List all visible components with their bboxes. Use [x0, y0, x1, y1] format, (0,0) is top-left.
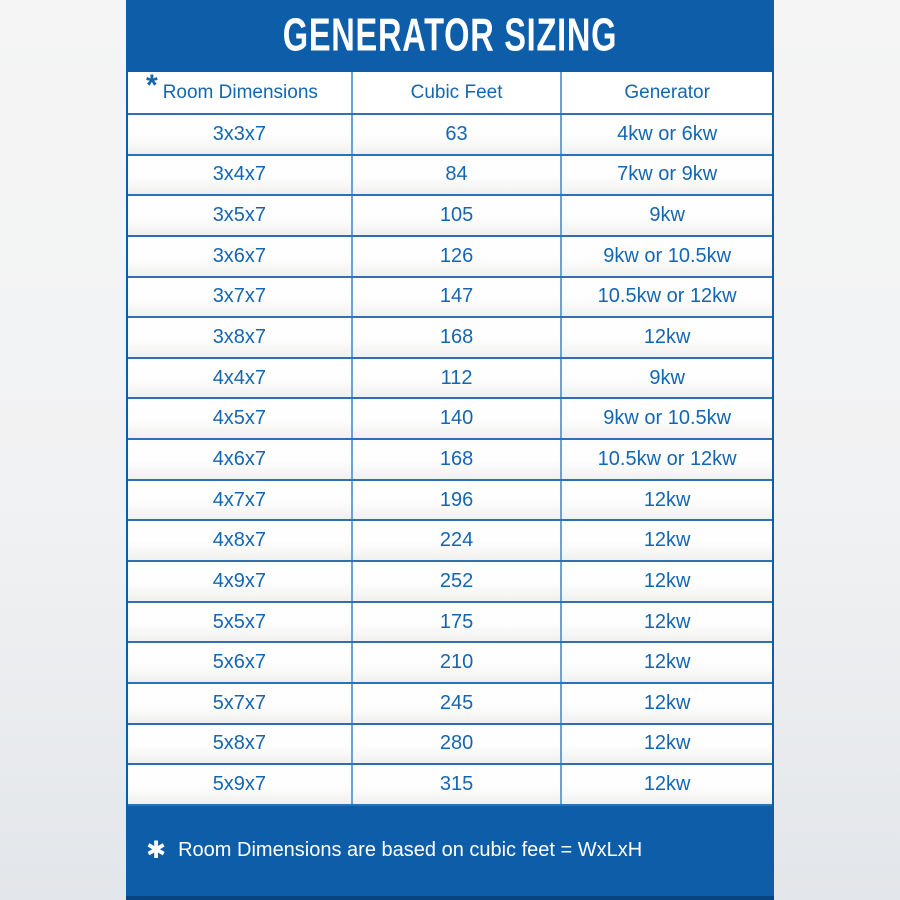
header-room-dimensions: * Room Dimensions	[128, 72, 353, 113]
table-row	[128, 521, 772, 562]
table-cell: 280	[353, 725, 563, 764]
table-row	[128, 359, 772, 400]
table-cell: 168	[353, 318, 563, 357]
table-cell: 12kw	[643, 529, 691, 552]
table-cell: 9kw or 10.5kw	[603, 407, 732, 430]
table-cell: 10.5kw or 12kw	[597, 285, 737, 308]
generator-sizing-panel	[126, 0, 774, 900]
header-generator: Generator	[624, 81, 710, 103]
table-row	[128, 481, 772, 522]
table-row	[128, 278, 772, 319]
header-cubic-feet: Cubic Feet	[353, 72, 563, 113]
table-cell: 3x8x7	[128, 318, 353, 357]
table-cell: 12kw	[643, 773, 691, 796]
table-cell: 5x8x7	[128, 725, 353, 764]
table-cell: 112	[353, 359, 563, 398]
table-cell: 4x8x7	[128, 521, 353, 560]
table-cell: 196	[353, 481, 563, 520]
table-body	[128, 115, 772, 806]
table-cell: 5x9x7	[128, 765, 353, 804]
table-cell: 12kw	[643, 488, 691, 511]
table-row	[128, 318, 772, 359]
table-cell: 3x3x7	[128, 115, 353, 154]
table-cell: 252	[353, 562, 563, 601]
page-title: GENERATOR SIZING	[282, 9, 618, 62]
table-cell: 9kw	[649, 204, 685, 227]
table-cell: 3x7x7	[128, 278, 353, 317]
table-cell: 224	[353, 521, 563, 560]
table-cell: 105	[353, 196, 563, 235]
table-cell: 12kw	[643, 326, 691, 349]
table-cell: 3x4x7	[128, 156, 353, 195]
table-cell: 3x6x7	[128, 237, 353, 276]
table-row	[128, 156, 772, 197]
table-row	[128, 643, 772, 684]
table-cell: 12kw	[643, 732, 691, 755]
table-cell: 126	[353, 237, 563, 276]
table-cell: 12kw	[643, 691, 691, 714]
table-cell: 4x5x7	[128, 399, 353, 438]
title-band	[126, 0, 774, 72]
table-cell: 9kw or 10.5kw	[603, 244, 732, 267]
table-cell: 84	[353, 156, 563, 195]
table-row	[128, 237, 772, 278]
footnote: ✱ Room Dimensions are based on cubic feet = WxLxH	[146, 837, 643, 864]
table-cell: 147	[353, 278, 563, 317]
header-room-dimensions-label: Room Dimensions	[162, 81, 318, 103]
table-cell: 5x5x7	[128, 603, 353, 642]
table-cell: 175	[353, 603, 563, 642]
table-cell: 140	[353, 399, 563, 438]
table-cell: 12kw	[643, 569, 691, 592]
table-cell: 5x7x7	[128, 684, 353, 723]
table-cell: 7kw or 9kw	[617, 163, 718, 186]
table-cell: 315	[353, 765, 563, 804]
table-cell: 3x5x7	[128, 196, 353, 235]
table-header-row	[128, 68, 772, 115]
table-cell: 245	[353, 684, 563, 723]
table-cell: 5x6x7	[128, 643, 353, 682]
table-row	[128, 765, 772, 806]
table-row	[128, 115, 772, 156]
footnote-text: Room Dimensions are based on cubic feet = WxLxH	[178, 838, 643, 861]
table-cell: 168	[353, 440, 563, 479]
table-cell: 210	[353, 643, 563, 682]
sizing-table	[128, 68, 772, 806]
table-row	[128, 440, 772, 481]
table-cell: 4x7x7	[128, 481, 353, 520]
table-cell: 4x6x7	[128, 440, 353, 479]
table-cell: 9kw	[649, 366, 685, 389]
table-row	[128, 399, 772, 440]
table-row	[128, 684, 772, 725]
table-cell: 12kw	[643, 651, 691, 674]
table-row	[128, 562, 772, 603]
table-cell: 63	[353, 115, 563, 154]
table-cell: 4x4x7	[128, 359, 353, 398]
table-row	[128, 196, 772, 237]
table-cell: 10.5kw or 12kw	[597, 447, 737, 470]
table-cell: 4x9x7	[128, 562, 353, 601]
table-cell: 4kw or 6kw	[617, 122, 718, 145]
table-row	[128, 725, 772, 766]
table-cell: 12kw	[643, 610, 691, 633]
table-row	[128, 603, 772, 644]
